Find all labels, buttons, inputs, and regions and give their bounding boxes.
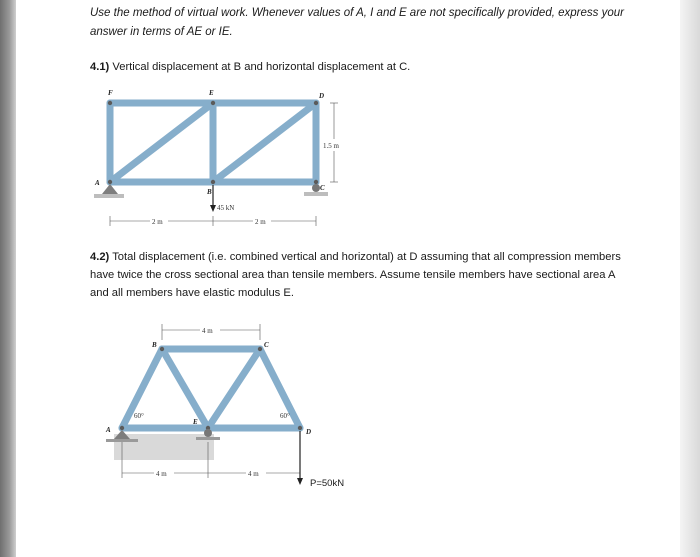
member-ec [208, 349, 260, 428]
label-b: B [152, 341, 157, 349]
label-f: F [108, 89, 113, 97]
label-a: A [95, 179, 100, 187]
span-label-2: 2 m [255, 218, 266, 226]
angle-label-right: 60° [280, 412, 290, 420]
label-e: E [209, 89, 214, 97]
height-label: 1.5 m [323, 142, 339, 150]
label-d: D [319, 92, 325, 100]
bottom-span-label-2: 4 m [248, 470, 259, 478]
page-right-edge [680, 0, 700, 557]
load-arrow-d [297, 431, 303, 485]
instructions-text: Use the method of virtual work. Whenever values of A, I and E are not specifically provided, express your answer in terms of AE or IE. [90, 7, 624, 38]
load-label: 45 kN [217, 204, 235, 212]
bottom-span-label-1: 4 m [156, 470, 167, 478]
angle-label-left: 60° [134, 412, 144, 420]
member-ae [110, 103, 213, 182]
label-c: C [320, 184, 325, 192]
question-text: Vertical displacement at B and horizontal displacement at C. [112, 61, 411, 73]
question-number: 4.2) [90, 251, 110, 263]
span-label-1: 2 m [152, 218, 163, 226]
label-e: E [193, 418, 198, 426]
top-span-label: 4 m [202, 327, 213, 335]
truss-figure-2 [100, 320, 390, 495]
member-bd [213, 103, 316, 182]
label-b: B [207, 188, 212, 196]
label-d: D [306, 428, 312, 436]
truss-figure-1 [90, 84, 350, 234]
label-a: A [106, 426, 111, 434]
member-be [162, 349, 208, 428]
label-c: C [264, 341, 269, 349]
question-4-2 [90, 248, 630, 302]
question-number: 4.1) [90, 61, 110, 73]
load-label: P=50kN [310, 478, 345, 489]
question-text: Total displacement (i.e. combined vertical and horizontal) at D assuming that all compression members have twice the cross sectional area than tensile members. Assume tensile members have sectional area A and all members have elastic modulus E. [90, 251, 621, 299]
question-4-1 [90, 58, 630, 76]
page-left-edge [0, 0, 16, 557]
span-dimension [110, 216, 316, 226]
